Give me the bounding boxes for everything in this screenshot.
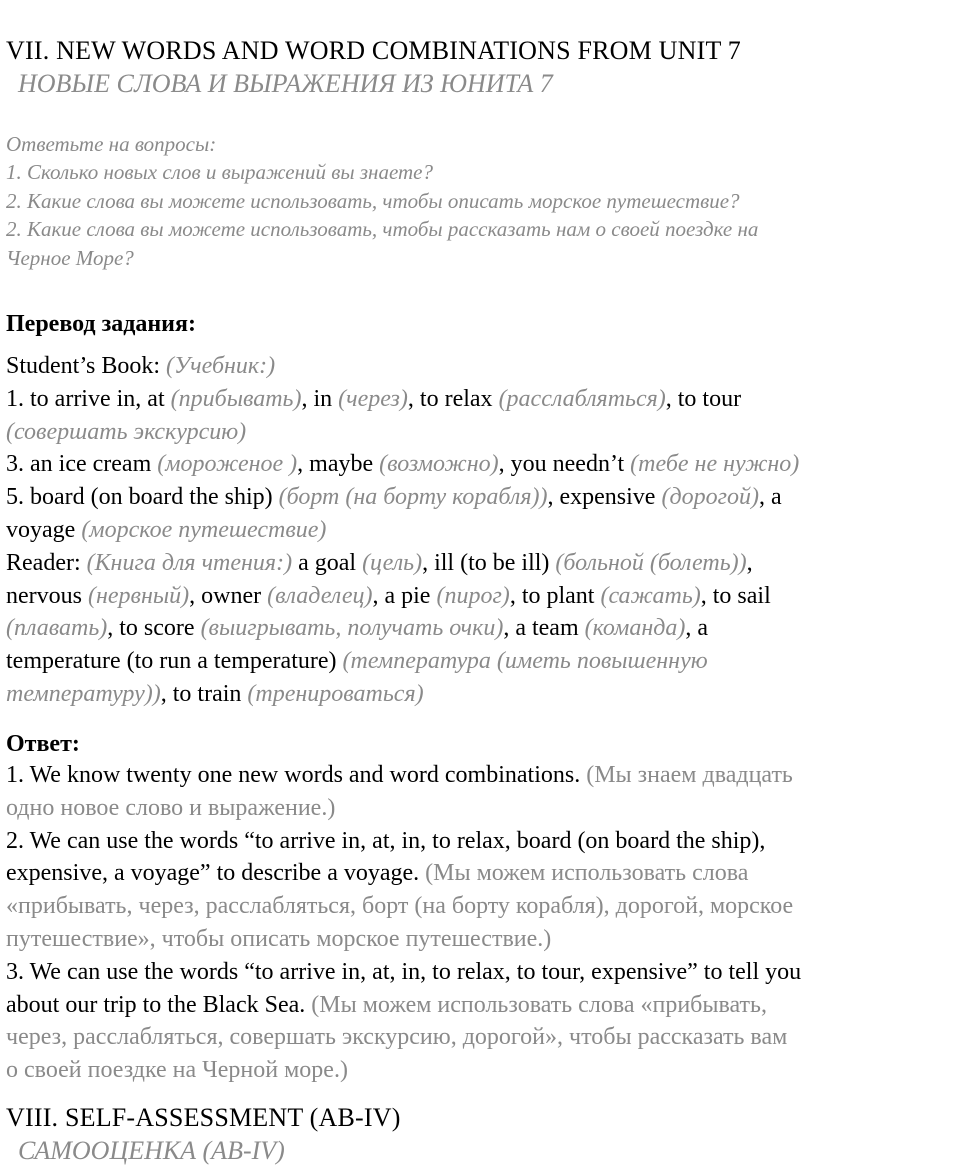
- text-line: [6, 923, 958, 956]
- english-text: , a team: [503, 615, 585, 642]
- russian-translation: (борт (на борту корабля)): [278, 484, 548, 511]
- section-title: VIII. SELF-ASSESSMENT (AB-IV): [6, 1103, 401, 1132]
- english-text: , owner: [189, 582, 268, 609]
- english-text: , you needn’t: [498, 451, 631, 478]
- text-line: [6, 350, 958, 383]
- english-text: 1. We know twenty one new words and word combinations.: [6, 762, 587, 788]
- english-text: , to plant: [509, 582, 601, 609]
- russian-translation: (температура (иметь повышенную: [342, 648, 708, 675]
- question-line: Ответьте на вопросы:: [6, 132, 217, 156]
- english-text: , in: [301, 385, 339, 412]
- english-text: 5. board (on board the ship): [6, 484, 279, 511]
- russian-translation: одно новое слово и выражение.): [6, 794, 336, 821]
- english-text: temperature (to run a temperature): [6, 648, 343, 675]
- english-text: 3. We can use the words “to arrive in, at, in, to relax, to tour, expensive” to tell you: [6, 958, 802, 985]
- russian-translation: через, расслабляться, совершать экскурсию, дорогой», чтобы рассказать вам: [6, 1024, 788, 1051]
- russian-translation: (команда): [584, 615, 686, 642]
- english-text: , a: [758, 484, 782, 511]
- russian-translation: (больной (болеть)): [555, 549, 747, 576]
- answer-label: Ответ:: [6, 731, 80, 757]
- russian-translation: (Мы можем использовать слова «прибывать,: [311, 991, 767, 1018]
- english-text: Student’s Book:: [6, 353, 167, 379]
- russian-translation: (мороженое ): [157, 451, 298, 478]
- english-text: , to relax: [407, 385, 499, 412]
- text-line: [6, 857, 958, 890]
- english-text: , expensive: [547, 484, 662, 511]
- text-line: [6, 956, 958, 989]
- russian-translation: (цель): [362, 549, 423, 576]
- question-line: 2. Какие слова вы можете использовать, чтобы рассказать нам о своей поездке на: [6, 217, 759, 242]
- english-text: , ill (to be ill): [422, 549, 556, 576]
- russian-translation: (морское путешествие): [81, 516, 327, 543]
- english-text: 1. to arrive in, at: [6, 385, 171, 412]
- russian-translation: (совершать экскурсию): [6, 418, 247, 445]
- english-text: , to score: [107, 615, 201, 642]
- section-subtitle: НОВЫЕ СЛОВА И ВЫРАЖЕНИЯ ИЗ ЮНИТА 7: [18, 69, 553, 98]
- text-line: [6, 678, 958, 711]
- english-text: expensive, a voyage” to describe a voyage.: [6, 860, 426, 887]
- russian-translation: (пирог): [436, 582, 510, 609]
- english-text: , a pie: [372, 582, 437, 609]
- english-text: , to train: [160, 680, 248, 707]
- text-line: [6, 416, 958, 449]
- section-title: VII. NEW WORDS AND WORD COMBINATIONS FROM UNIT 7: [6, 36, 741, 65]
- questions-block: [6, 130, 956, 272]
- russian-translation: (нервный): [87, 582, 190, 609]
- russian-translation: (выигрывать, получать очки): [200, 615, 504, 642]
- russian-translation: (владелец): [267, 582, 373, 609]
- text-line: [6, 1054, 958, 1087]
- english-text: about our trip to the Black Sea.: [6, 991, 312, 1018]
- english-text: 3. an ice cream: [6, 451, 158, 478]
- russian-translation: (возможно): [379, 451, 499, 478]
- russian-translation: (тебе не нужно): [630, 451, 800, 478]
- russian-translation: (Мы можем использовать слова: [425, 860, 749, 887]
- russian-translation: о своей поездке на Черной море.): [6, 1057, 348, 1084]
- text-line: [6, 989, 958, 1022]
- text-line: [6, 547, 958, 580]
- text-line: [6, 890, 958, 923]
- russian-translation: (расслабляться): [498, 385, 666, 412]
- english-text: , a: [685, 615, 709, 642]
- text-line: [6, 514, 958, 547]
- question-line: Черное Море?: [6, 245, 134, 270]
- russian-translation: (Книга для чтения:): [86, 549, 293, 576]
- russian-translation: (плавать): [6, 615, 108, 642]
- english-text: , to sail: [700, 582, 771, 609]
- english-text: ,: [746, 549, 753, 576]
- russian-translation: (тренироваться): [247, 680, 424, 707]
- text-line: [6, 759, 958, 792]
- text-line: [6, 481, 958, 514]
- russian-translation: путешествие», чтобы описать морское путешествие.): [6, 925, 552, 952]
- russian-translation: (прибывать): [170, 385, 302, 412]
- russian-translation: (дорогой): [661, 484, 759, 511]
- question-line: 2. Какие слова вы можете использовать, чтобы описать морское путешествие?: [6, 188, 740, 213]
- russian-translation: (Мы знаем двадцать: [586, 762, 793, 788]
- english-text: voyage: [6, 516, 82, 543]
- russian-translation: (через): [338, 385, 408, 412]
- text-line: [6, 792, 958, 825]
- translation-label: Перевод задания:: [6, 311, 196, 337]
- text-line: [6, 645, 958, 678]
- text-line: [6, 612, 958, 645]
- russian-translation: «прибывать, через, расслабляться, борт (на борту корабля), дорогой, морское: [6, 893, 794, 920]
- text-line: [6, 1021, 958, 1054]
- question-line: 1. Сколько новых слов и выражений вы знаете?: [6, 160, 433, 185]
- russian-translation: (сажать): [600, 582, 701, 609]
- russian-translation: (Учебник:): [166, 353, 276, 379]
- english-text: , to tour: [665, 385, 742, 412]
- text-line: [6, 825, 958, 858]
- english-text: nervous: [6, 582, 88, 609]
- text-line: [6, 580, 958, 613]
- english-text: Reader:: [6, 549, 87, 576]
- english-text: 2. We can use the words “to arrive in, at, in, to relax, board (on board the ship),: [6, 827, 766, 854]
- english-text: a goal: [292, 549, 363, 576]
- text-line: [6, 448, 958, 481]
- translation-block: [6, 350, 958, 711]
- text-line: [6, 383, 958, 416]
- russian-translation: температуру)): [6, 680, 161, 707]
- answer-block: [6, 759, 958, 1087]
- section-subtitle: САМООЦЕНКА (AB-IV): [18, 1136, 285, 1165]
- english-text: , maybe: [297, 451, 380, 478]
